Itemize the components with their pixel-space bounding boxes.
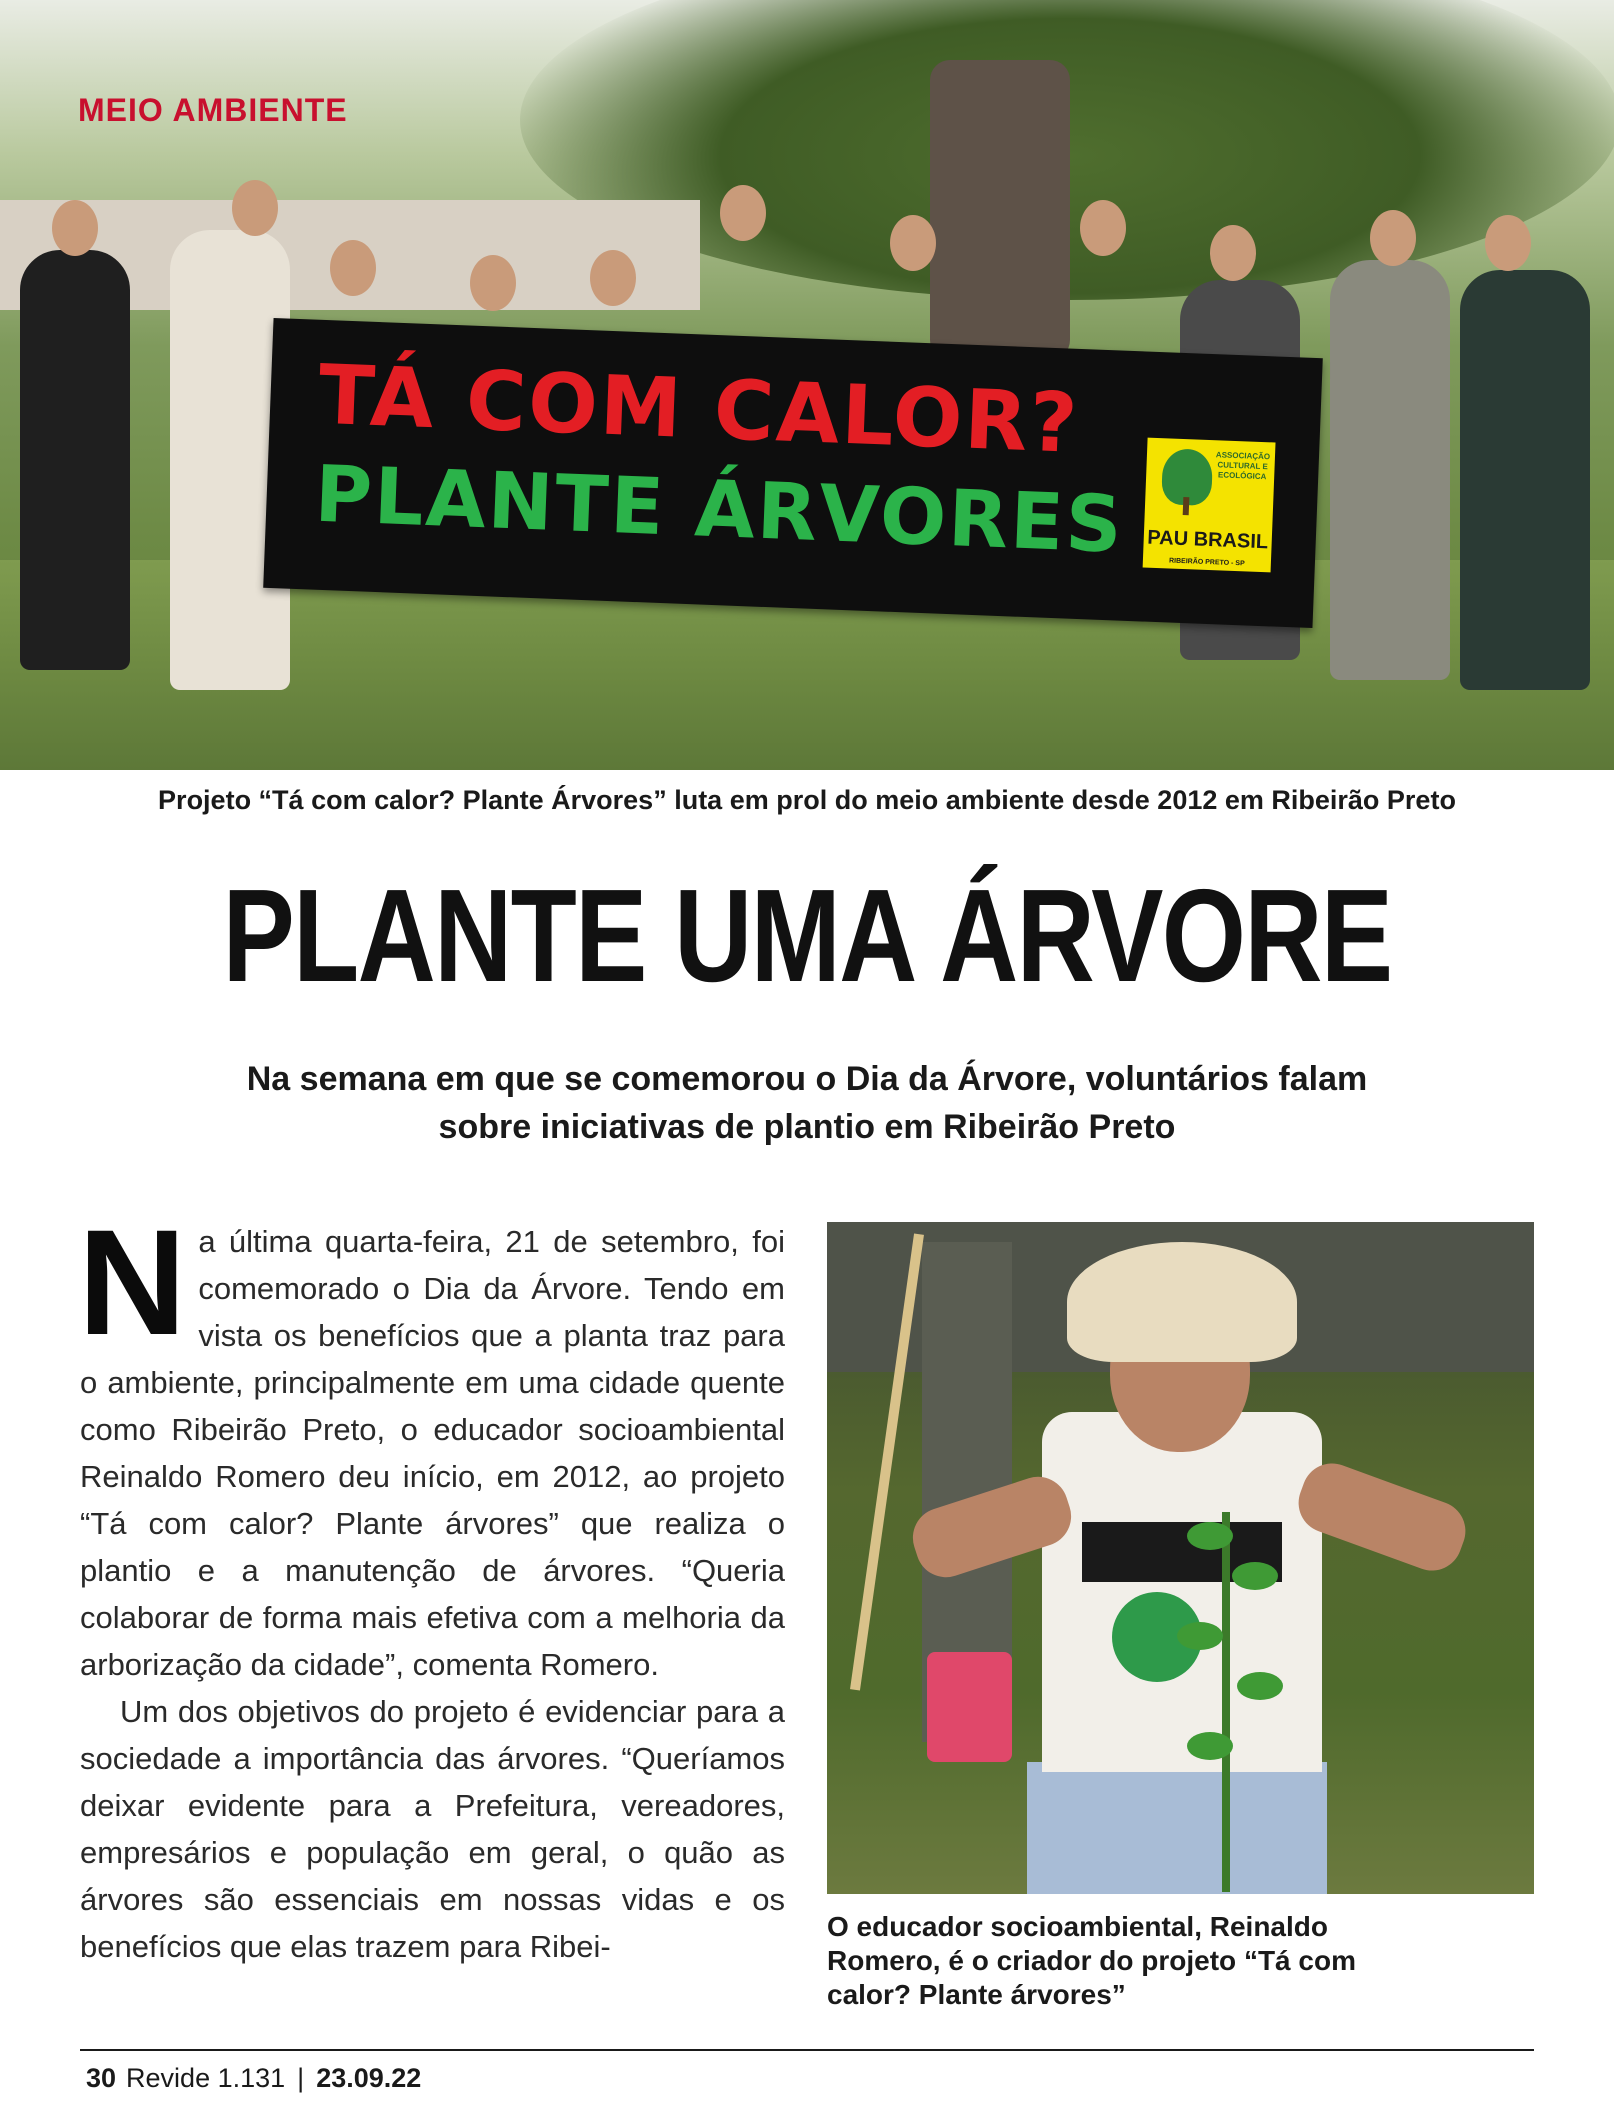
sapling-leaf: [1187, 1522, 1233, 1550]
footer-rule: [80, 2049, 1534, 2051]
sapling-leaf: [1232, 1562, 1278, 1590]
article-headline: PLANTE UMA ÁRVORE: [222, 862, 1392, 1009]
pau-brasil-logo: [1143, 438, 1276, 573]
volunteer-head: [1210, 225, 1256, 281]
sapling-stem: [1222, 1512, 1230, 1892]
volunteer-figure: [20, 250, 130, 670]
volunteer-head: [330, 240, 376, 296]
volunteer-head: [470, 255, 516, 311]
article-body: [78, 1198, 785, 1970]
volunteer-head: [890, 215, 936, 271]
sun-hat: [1067, 1242, 1297, 1362]
photo-caption: O educador socioambiental, Reinaldo Romero, é o criador do projeto “Tá com calor? Plante árvores”: [827, 1911, 1356, 2010]
paragraph-2: Um dos objetivos do projeto é evidenciar para a sociedade a importância das árvores. “Queríamos deixar evidente para a Prefeitura, vereadores, empresários e população em geral, o quão as árvores são essenciais em nossas vidas e os benefícios que elas trazem para Ribei-: [80, 1694, 785, 1964]
volunteer-head: [1370, 210, 1416, 266]
volunteer-figure: [1460, 270, 1590, 690]
hero-caption: Projeto “Tá com calor? Plante Árvores” luta em prol do meio ambiente desde 2012 em Ribeirão Preto: [158, 785, 1456, 815]
sapling-leaf: [1177, 1622, 1223, 1650]
volunteer-head: [590, 250, 636, 306]
logo-city: RIBEIRÃO PRETO - SP: [1168, 557, 1245, 568]
volunteer-head: [1485, 215, 1531, 271]
shirt: [1042, 1412, 1322, 1772]
tree-logo-icon: [1161, 448, 1213, 506]
romero-photo: [827, 1222, 1534, 1894]
page-number: 30: [86, 2063, 117, 2093]
volunteer-head: [1080, 200, 1126, 256]
paragraph-1: [78, 1198, 785, 1688]
sapling-leaf: [1237, 1672, 1283, 1700]
tree-trunk: [930, 60, 1070, 360]
banner-line-2: PLANTE ÁRVORES: [313, 449, 1126, 571]
volunteer-head: [720, 185, 766, 241]
logo-name: PAU BRASIL: [1146, 526, 1269, 554]
footer-separator: |: [297, 2063, 305, 2093]
drop-cap: N: [78, 1198, 187, 1366]
page-footer: [86, 2063, 421, 2094]
sapling-leaf: [1187, 1732, 1233, 1760]
volunteer-figure: [1330, 260, 1450, 680]
banner-line-1: TÁ COM CALOR?: [316, 347, 1081, 472]
paragraph-1-text: a última quarta-feira, 21 de setembro, foi comemorado o Dia da Árvore. Tendo em vista os benefícios que a planta traz para o ambiente, principalmente em uma cidade quente como Ribeirão Preto, o educador socioambiental Reinaldo Romero deu início, em 2012, ao projeto “Tá com calor? Plante árvores” que realiza o plantio e a manutenção de árvores. “Queria colaborar de forma mais efetiva com a melhoria da arborização da cidade”, comenta Romero.: [80, 1224, 785, 1682]
volunteer-head: [232, 180, 278, 236]
magazine-issue: Revide 1.131: [126, 2063, 286, 2093]
issue-date: 23.09.22: [316, 2063, 422, 2093]
article-subhead: Na semana em que se comemorou o Dia da Árvore, voluntários falam sobre iniciativas de plantio em Ribeirão Preto: [246, 1060, 1368, 1146]
section-tag: MEIO AMBIENTE: [78, 92, 348, 128]
watering-can: [927, 1652, 1012, 1762]
protest-banner: [263, 318, 1323, 628]
jeans: [1027, 1762, 1327, 1894]
logo-association-text: ASSOCIAÇÃO CULTURAL E ECOLÓGICA: [1215, 450, 1271, 482]
volunteer-head: [52, 200, 98, 256]
